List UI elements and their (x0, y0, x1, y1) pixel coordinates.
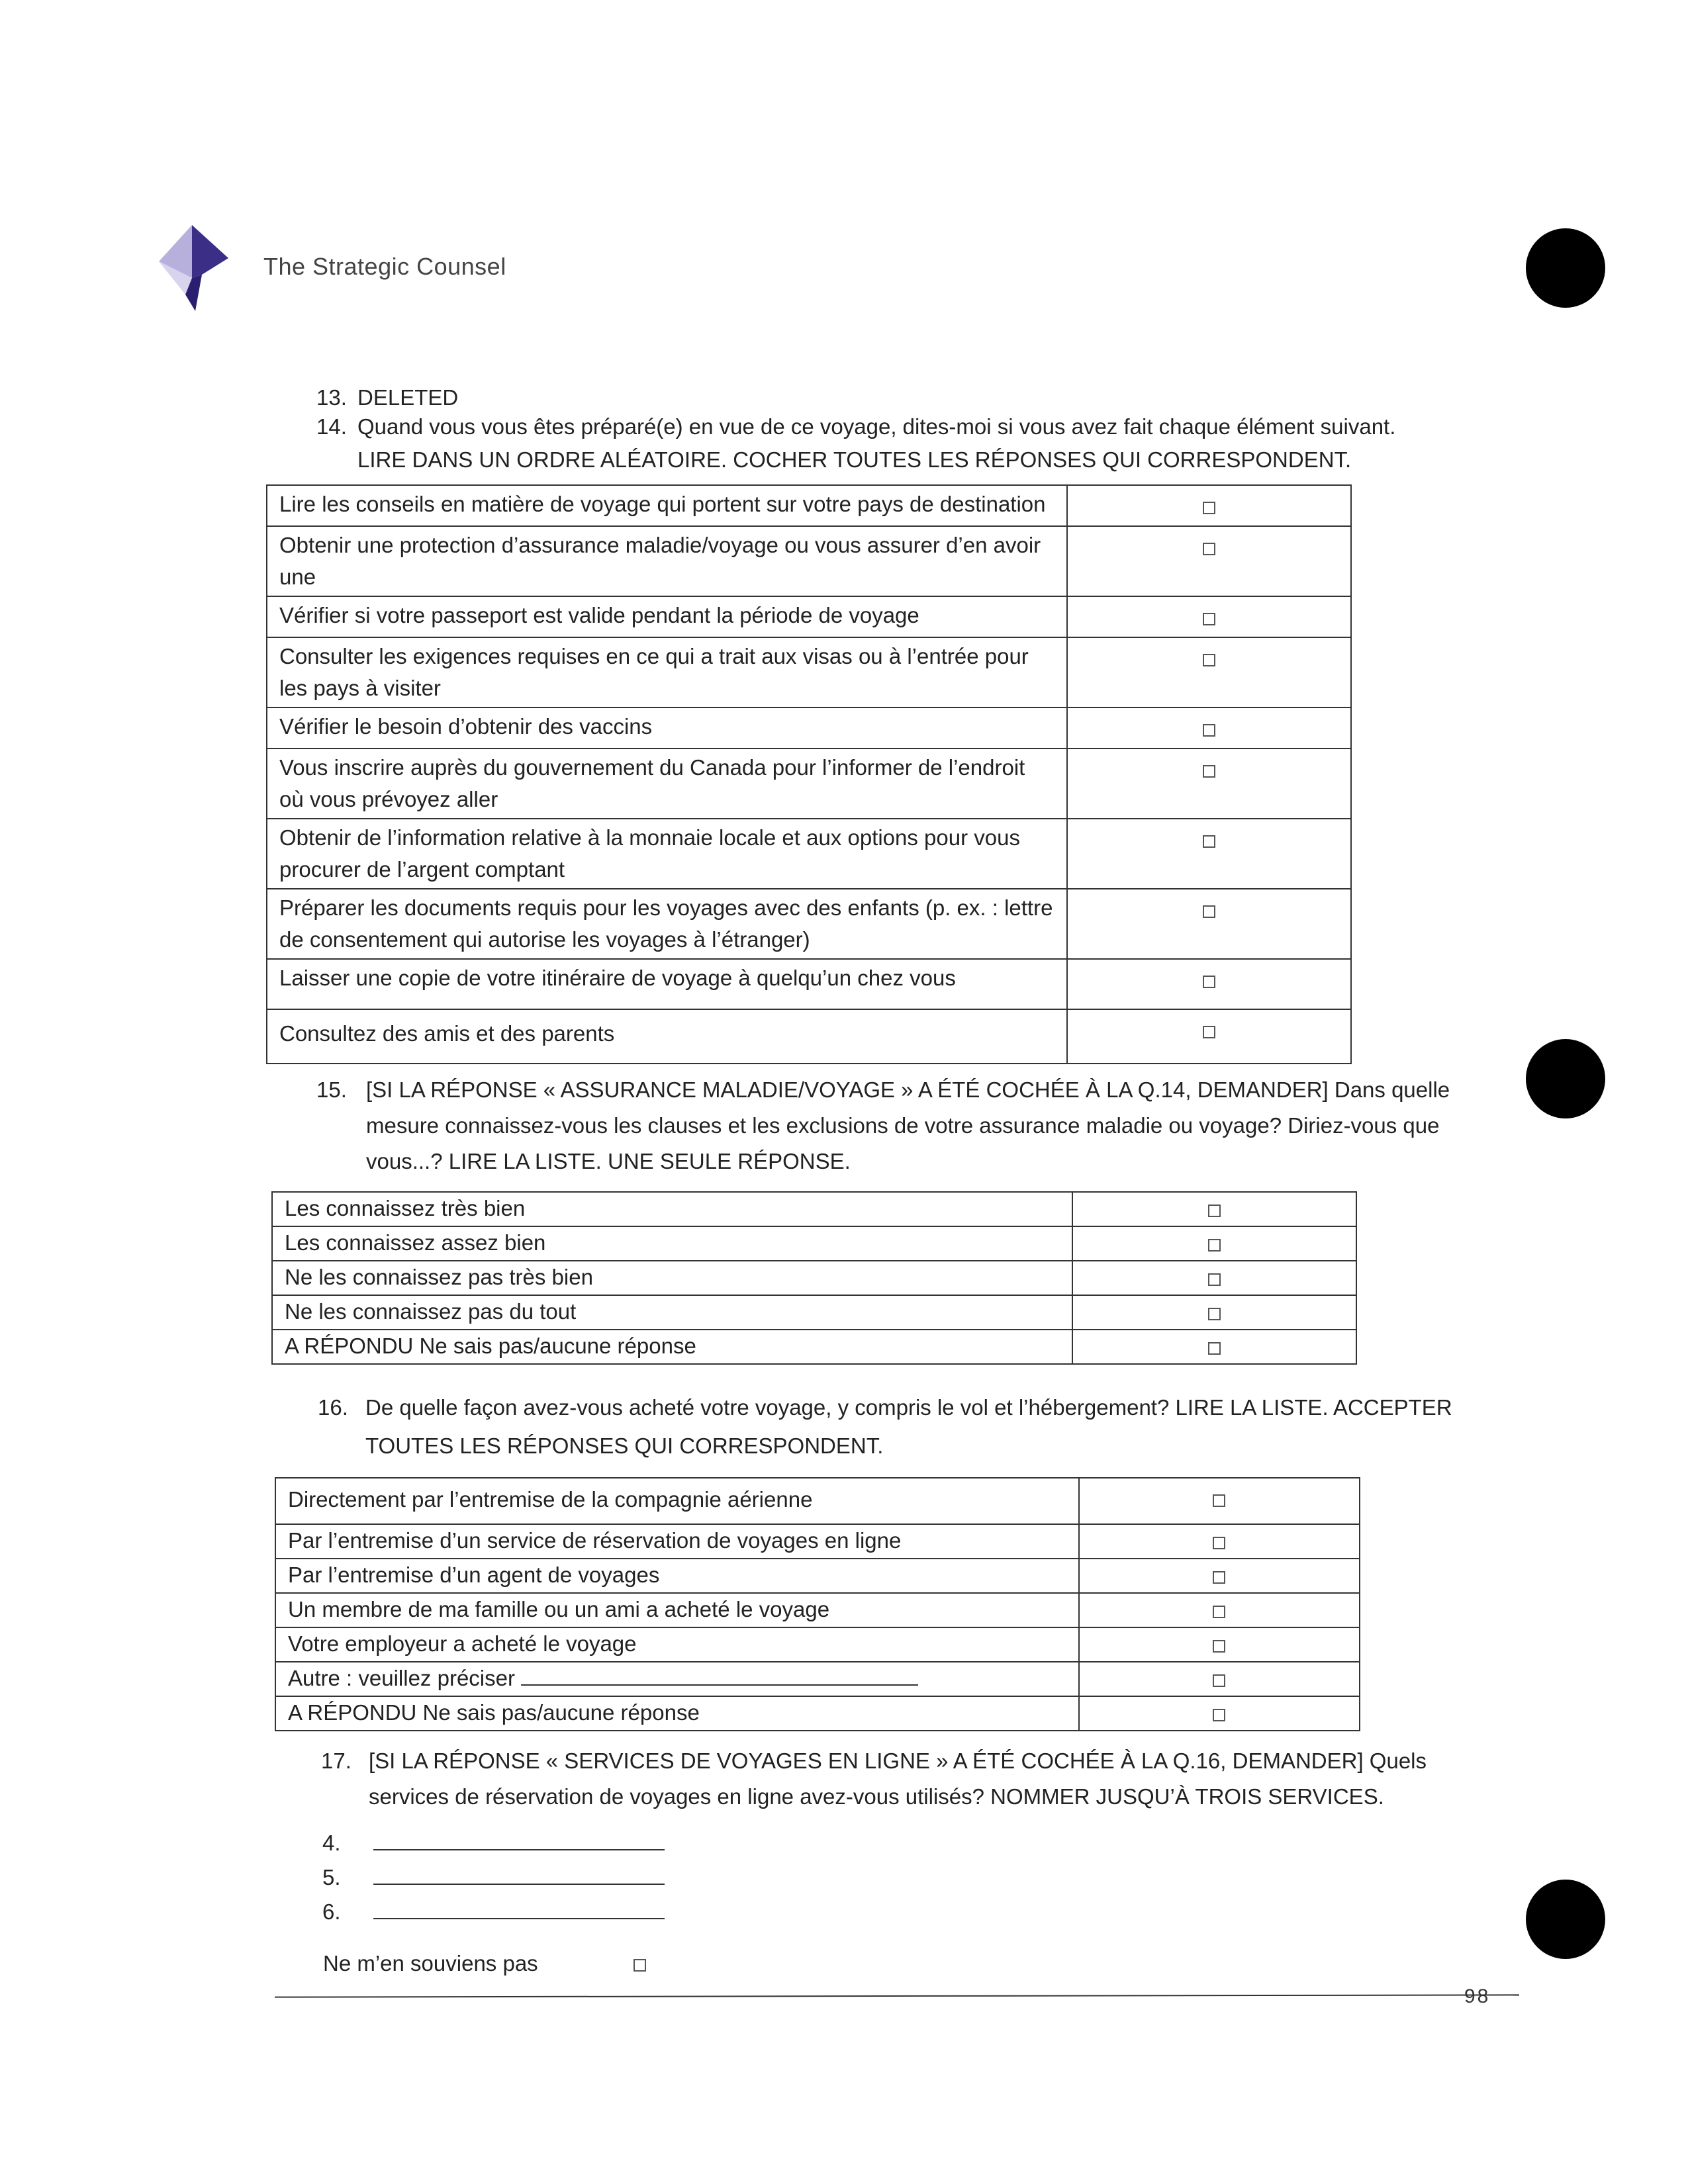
checkbox[interactable] (1208, 1342, 1221, 1355)
option-label: Ne les connaissez pas du tout (272, 1295, 1072, 1330)
option-label: Les connaissez très bien (272, 1192, 1072, 1226)
line-number: 4. (322, 1831, 341, 1855)
question-text: DELETED (357, 385, 459, 410)
table-row (275, 1524, 1360, 1559)
table-row (267, 637, 1351, 707)
table-row (267, 485, 1351, 526)
checkbox[interactable] (1203, 905, 1215, 918)
answer-blank[interactable] (373, 1849, 665, 1850)
table-row (275, 1662, 1360, 1696)
table-row (272, 1261, 1356, 1295)
checkbox[interactable] (1213, 1606, 1225, 1618)
option-label: A RÉPONDU Ne sais pas/aucune réponse (272, 1330, 1072, 1364)
checkbox[interactable] (1208, 1308, 1221, 1320)
checkbox[interactable] (1203, 1026, 1215, 1038)
option-cell (275, 1662, 1079, 1696)
q17-dont-remember (323, 1947, 646, 1980)
table-row (267, 819, 1351, 889)
table-row (267, 749, 1351, 819)
option-label: Les connaissez assez bien (272, 1226, 1072, 1261)
question-15 (316, 1072, 1501, 1179)
checkbox[interactable] (1208, 1273, 1221, 1286)
table-row (267, 707, 1351, 749)
table-row (272, 1295, 1356, 1330)
table-row (275, 1696, 1360, 1731)
question-13 (316, 381, 1508, 414)
option-label: Lire les conseils en matière de voyage qui portent sur votre pays de destination (267, 485, 1067, 526)
option-label: Par l’entremise d’un service de réservation de voyages en ligne (275, 1524, 1079, 1559)
question-number: 15. (316, 1077, 347, 1102)
table-row (275, 1559, 1360, 1593)
q17-line-2 (322, 1861, 665, 1894)
punch-hole-middle (1526, 1039, 1605, 1118)
option-label: Votre employeur a acheté le voyage (275, 1627, 1079, 1662)
q15-answer-table (271, 1191, 1357, 1365)
checkbox[interactable] (633, 1959, 646, 1972)
table-row (275, 1627, 1360, 1662)
table-row (267, 889, 1351, 959)
option-label: Ne les connaissez pas très bien (272, 1261, 1072, 1295)
footer-rule (275, 1994, 1519, 1997)
question-text: Quand vous vous êtes préparé(e) en vue de ce voyage, dites-moi si vous avez fait chaque élément suivant. (357, 414, 1396, 439)
option-label: A RÉPONDU Ne sais pas/aucune réponse (275, 1696, 1079, 1731)
question-text: [SI LA RÉPONSE « SERVICES DE VOYAGES EN LIGNE » A ÉTÉ COCHÉE À LA Q.16, DEMANDER] Quels services de réservation de voyages en ligne avez-vous utilisés? NOMMER JUSQU’À TROIS SERVICES. (369, 1749, 1427, 1809)
checkbox[interactable] (1203, 502, 1215, 514)
checkbox[interactable] (1208, 1205, 1221, 1217)
question-16 (318, 1388, 1509, 1465)
checkbox[interactable] (1213, 1494, 1225, 1507)
checkbox[interactable] (1203, 543, 1215, 555)
option-label: Directement par l’entremise de la compagnie aérienne (275, 1478, 1079, 1524)
table-row (272, 1330, 1356, 1364)
question-instruction: LIRE DANS UN ORDRE ALÉATOIRE. COCHER TOUTES LES RÉPONSES QUI CORRESPONDENT. (357, 447, 1352, 472)
option-label: Vérifier si votre passeport est valide pendant la période de voyage (267, 596, 1067, 637)
checkbox[interactable] (1203, 613, 1215, 625)
option-label: Obtenir une protection d’assurance maladie/voyage ou vous assurer d’en avoir une (267, 526, 1067, 596)
option-label: Ne m’en souviens pas (323, 1951, 538, 1976)
question-number: 14. (316, 414, 347, 439)
question-text: [SI LA RÉPONSE « ASSURANCE MALADIE/VOYAGE » A ÉTÉ COCHÉE À LA Q.14, DEMANDER] Dans quelle mesure connaissez-vous les clauses et les exclusions de votre assurance maladie ou voyage? Diriez-vous que vous...? LIRE LA LISTE. UNE SEULE RÉPONSE. (366, 1077, 1450, 1173)
option-label: Consultez des amis et des parents (267, 1009, 1067, 1064)
checkbox[interactable] (1208, 1239, 1221, 1251)
table-row (272, 1192, 1356, 1226)
checkbox[interactable] (1213, 1537, 1225, 1549)
option-label: Autre : veuillez préciser (288, 1666, 515, 1690)
table-row (267, 526, 1351, 596)
option-label: Obtenir de l’information relative à la monnaie locale et aux options pour vous procurer de l’argent comptant (267, 819, 1067, 889)
question-number: 16. (318, 1395, 348, 1420)
strategic-counsel-logo (156, 225, 228, 311)
option-label: Vous inscrire auprès du gouvernement du Canada pour l’informer de l’endroit où vous prévoyez aller (267, 749, 1067, 819)
org-name: The Strategic Counsel (263, 253, 506, 280)
option-label: Un membre de ma famille ou un ami a acheté le voyage (275, 1593, 1079, 1627)
punch-hole-bottom (1526, 1880, 1605, 1959)
q16-answer-table (275, 1477, 1360, 1731)
answer-blank[interactable] (373, 1918, 665, 1919)
line-number: 6. (322, 1899, 341, 1924)
question-number: 13. (316, 385, 347, 410)
table-row (267, 596, 1351, 637)
question-14 (316, 410, 1481, 477)
option-label: Préparer les documents requis pour les voyages avec des enfants (p. ex. : lettre de consentement qui autorise les voyages à l’étranger) (267, 889, 1067, 959)
table-row (272, 1226, 1356, 1261)
checkbox[interactable] (1203, 835, 1215, 848)
table-row (275, 1478, 1360, 1524)
q17-line-1 (322, 1827, 665, 1860)
specify-blank[interactable] (521, 1684, 918, 1686)
line-number: 5. (322, 1865, 341, 1889)
option-label: Laisser une copie de votre itinéraire de voyage à quelqu’un chez vous (267, 959, 1067, 1009)
question-number: 17. (321, 1749, 352, 1773)
checkbox[interactable] (1213, 1640, 1225, 1653)
option-label: Vérifier le besoin d’obtenir des vaccins (267, 707, 1067, 749)
table-row (267, 1009, 1351, 1064)
page-number: 98 (1464, 1985, 1491, 2007)
question-17 (321, 1743, 1499, 1815)
option-label: Consulter les exigences requises en ce qui a trait aux visas ou à l’entrée pour les pays à visiter (267, 637, 1067, 707)
option-label: Par l’entremise d’un agent de voyages (275, 1559, 1079, 1593)
answer-blank[interactable] (373, 1884, 665, 1885)
table-row (275, 1593, 1360, 1627)
punch-hole-top (1526, 228, 1605, 308)
checkbox[interactable] (1203, 654, 1215, 666)
checkbox[interactable] (1213, 1674, 1225, 1687)
checkbox[interactable] (1203, 765, 1215, 778)
table-row (267, 959, 1351, 1009)
checkbox[interactable] (1213, 1571, 1225, 1584)
checkbox[interactable] (1213, 1709, 1225, 1721)
checkbox[interactable] (1203, 976, 1215, 988)
question-text: De quelle façon avez-vous acheté votre voyage, y compris le vol et l’hébergement? LIRE LA LISTE. ACCEPTER TOUTES LES RÉPONSES QUI CORRESPONDENT. (365, 1395, 1452, 1458)
q17-line-3 (322, 1895, 665, 1929)
checkbox[interactable] (1203, 724, 1215, 737)
q14-answer-table (266, 484, 1352, 1064)
